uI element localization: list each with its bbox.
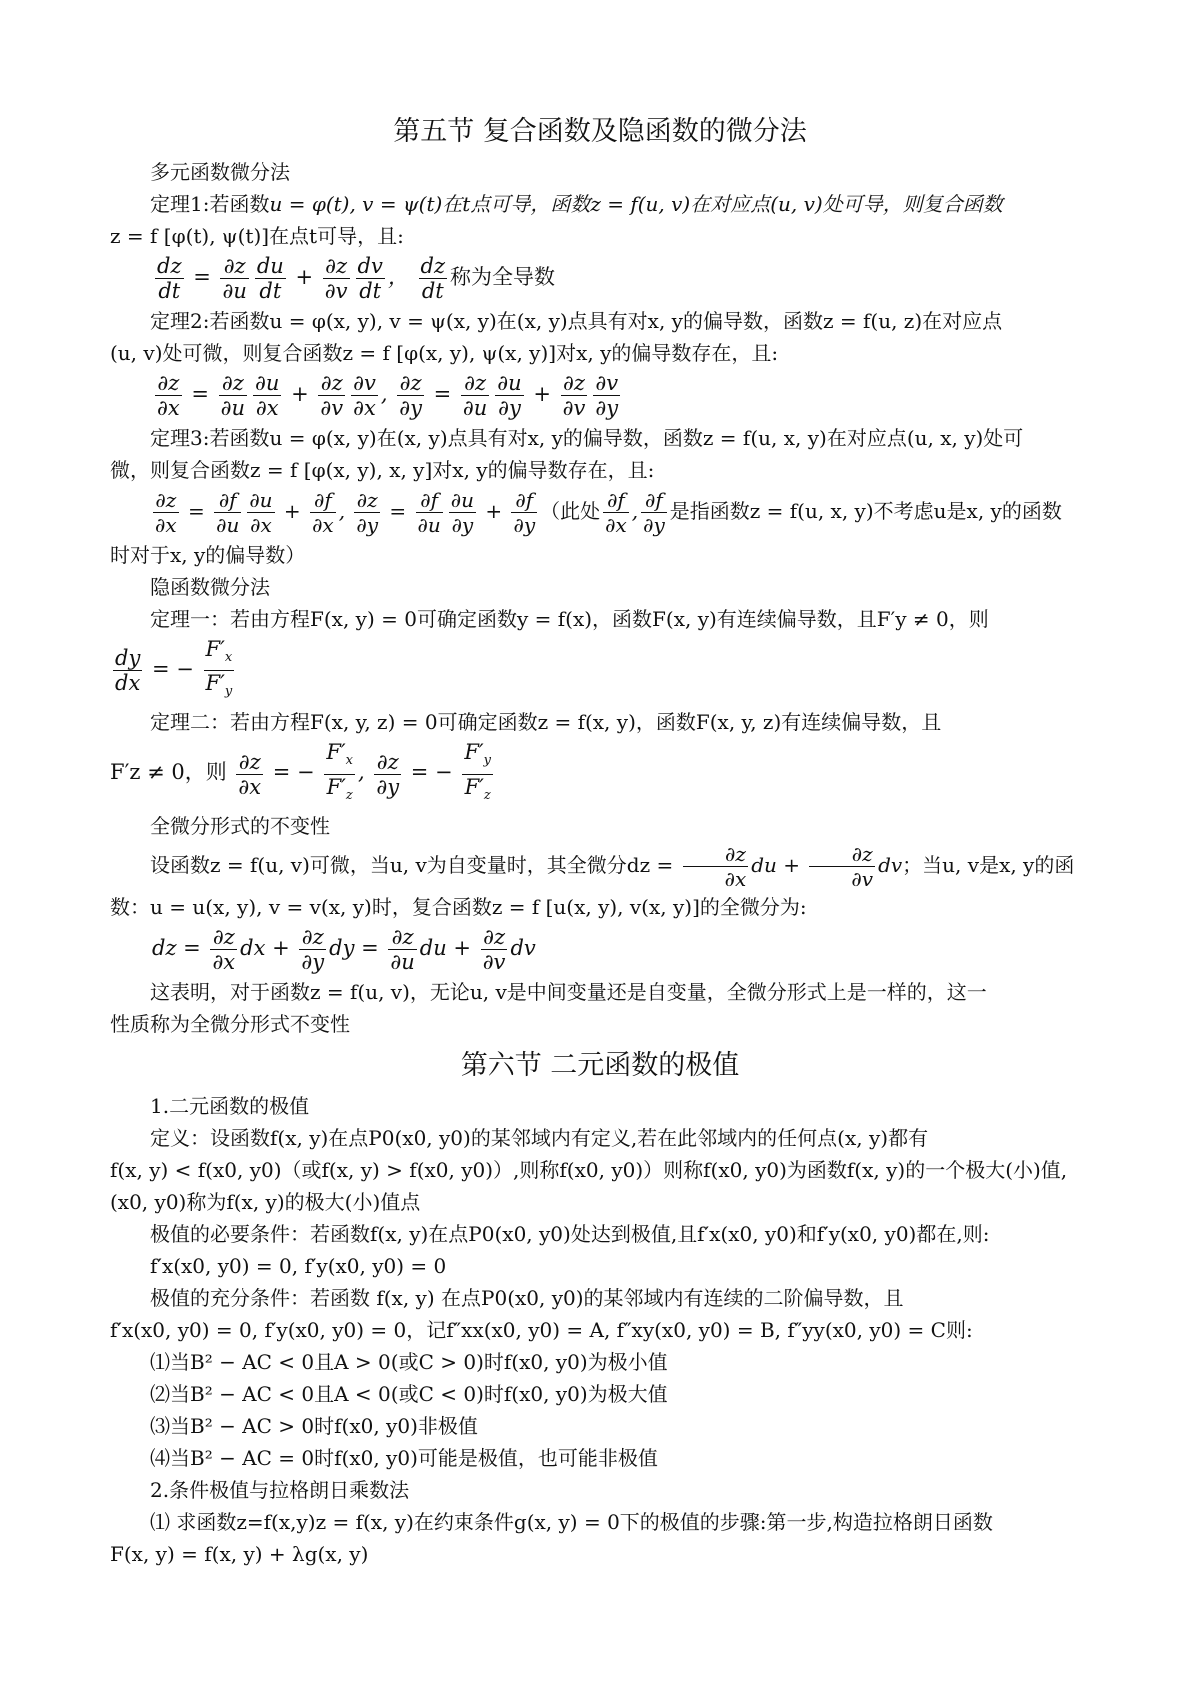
definition-line2: f(x, y) < f(x0, y0)（或f(x, y) > f(x0, y0)）,则称f(x0, y0)）则称f(x0, y0)为函数f(x, y)的一个极大(小)值, bbox=[110, 1157, 1068, 1182]
lagrange-line2: F(x, y) = f(x, y) + λg(x, y) bbox=[110, 1541, 369, 1566]
subheading-extrema: 1.二元函数的极值 bbox=[150, 1093, 310, 1118]
total-differential-formula: dz = $\frac{\partial z}{\partial x}$ dx + $\frac{\partial z}{\partial y}$ dy = $\frac{\partial z}{\partial u}$ du + $\frac{\partial z}{\partial v}$ dv bbox=[152, 924, 536, 974]
invariance-line3: 这表明，对于函数z = f(u, v)，无论u, v是中间变量还是自变量，全微分形式上是一样的，这一 bbox=[150, 979, 987, 1004]
theorem1-line1: 定理1:若函数u = φ(t), v = ψ(t)在t点可导，函数z = f(u, v)在对应点(u, v)处可导，则复合函数 bbox=[150, 192, 1003, 216]
theorem1-line2: z = f [φ(t), ψ(t)]在点t可导，且: bbox=[110, 224, 404, 248]
definition-line3: (x0, y0)称为f(x, y)的极大(小)值点 bbox=[110, 1189, 421, 1214]
subheading-invariance: 全微分形式的不变性 bbox=[150, 813, 330, 838]
theorem2-line2: (u, v)处可微，则复合函数z = f [φ(x, y), ψ(x, y)]对x, y的偏导数存在，且: bbox=[110, 341, 779, 365]
invariance-line1: 设函数z = f(u, v)可微，当u, v为自变量时，其全微分dz = $\frac{\partial z}{\partial x}$ du + $\frac{\partial z}{\partial v}$ dv；当u, v是x, y的函 bbox=[150, 841, 1075, 891]
lagrange-line1: ⑴ 求函数z=f(x,y)z = f(x, y)在约束条件g(x, y) = 0下的极值的步骤:第一步,构造拉格朗日函数 bbox=[150, 1509, 993, 1534]
case-item: ⑵当B² − AC < 0且A < 0(或C < 0)时f(x0, y0)为极大值 bbox=[150, 1381, 668, 1406]
theorem2-line1: 定理2:若函数u = φ(x, y), v = ψ(x, y)在(x, y)点具有对x, y的偏导数，函数z = f(u, z)在对应点 bbox=[150, 309, 1003, 333]
invariance-line4: 性质称为全微分形式不变性 bbox=[110, 1011, 350, 1036]
implicit-theorem1: 定理一：若由方程F(x, y) = 0可确定函数y = f(x)，函数F(x, y)有连续偏导数，且F′y ≠ 0，则 bbox=[150, 607, 989, 631]
theorem3-formula: $\frac{\partial z}{\partial x}$ = $\frac{\partial f}{\partial u}$ $\frac{\partial u}{\partial x}$ + $\frac{\partial f}{\partial x}$ , $\frac{\partial z}{\partial y}$ = $\frac{\partial f}{\partial u}$ $\frac{\partial u}{\partial y}$ + $\frac{\partial f}{\partial y}$ （此处 $\frac{\partial f}{\partial x}$ , $\frac{\partial f}{\partial y}$ 是指函数z = f(u, x, y)不考虑u是x, y的函数 bbox=[155, 488, 1062, 537]
case-item: ⑴当B² − AC < 0且A > 0(或C > 0)时f(x0, y0)为极小值 bbox=[150, 1349, 668, 1374]
implicit-formula1: $\frac{dy}{dx}$ = − $\frac{F'_x}{F'_y}$ bbox=[115, 637, 233, 700]
definition-line1: 定义：设函数f(x, y)在点P0(x0, y0)的某邻域内有定义,若在此邻域内的任何点(x, y)都有 bbox=[150, 1125, 929, 1150]
section6-title: 第六节 二元函数的极值 bbox=[460, 1049, 740, 1081]
necessary-condition: 极值的必要条件：若函数f(x, y)在点P0(x0, y0)处达到极值,且f′x(x0, y0)和f′y(x0, y0)都在,则: bbox=[150, 1221, 990, 1246]
sufficient-condition-line1: 极值的充分条件：若函数 f(x, y) 在点P0(x0, y0)的某邻域内有连续的二阶偏导数，且 bbox=[150, 1285, 904, 1310]
subheading-multivariate: 多元函数微分法 bbox=[150, 160, 290, 184]
total-derivative-formula: $\frac{dz}{dt}$ = $\frac{\partial z}{\partial u}$ $\frac{du}{dt}$ + $\frac{\partial z}{\partial v}$ $\frac{dv}{dt}$ ， $\frac{dz}{dt}$ 称为全导数 bbox=[157, 254, 556, 303]
subheading-lagrange: 2.条件极值与拉格朗日乘数法 bbox=[150, 1477, 410, 1502]
subheading-implicit: 隐函数微分法 bbox=[150, 575, 270, 599]
case-item: ⑷当B² − AC = 0时f(x0, y0)可能是极值，也可能非极值 bbox=[150, 1445, 658, 1470]
theorem2-formula: $\frac{\partial z}{\partial x}$ = $\frac{\partial z}{\partial u}$ $\frac{\partial u}{\partial x}$ + $\frac{\partial z}{\partial v}$ $\frac{\partial v}{\partial x}$ , $\frac{\partial z}{\partial y}$ = $\frac{\partial z}{\partial u}$ $\frac{\partial u}{\partial y}$ + $\frac{\partial z}{\partial v}$ $\frac{\partial v}{\partial y}$ bbox=[157, 371, 619, 420]
section5-title: 第五节 复合函数及隐函数的微分法 bbox=[393, 116, 807, 147]
document-page bbox=[110, 110, 1090, 1570]
implicit-theorem2: 定理二：若由方程F(x, y, z) = 0可确定函数z = f(x, y)，函数F(x, y, z)有连续偏导数，且 bbox=[150, 710, 942, 735]
necessary-condition-formula: f′x(x0, y0) = 0, f′y(x0, y0) = 0 bbox=[150, 1253, 447, 1278]
sufficient-condition-line2: f′x(x0, y0) = 0, f′y(x0, y0) = 0，记f″xx(x0, y0) = A, f″xy(x0, y0) = B, f″yy(x0, y0) = C则: bbox=[110, 1317, 973, 1342]
invariance-line2: 数：u = u(x, y), v = v(x, y)时，复合函数z = f [u(x, y), v(x, y)]的全微分为: bbox=[110, 894, 807, 919]
case-item: ⑶当B² − AC > 0时f(x0, y0)非极值 bbox=[150, 1413, 478, 1438]
theorem3-note-end: 时对于x, y的偏导数） bbox=[110, 543, 306, 567]
theorem3-line1: 定理3:若函数u = φ(x, y)在(x, y)点具有对x, y的偏导数，函数z = f(u, x, y)在对应点(u, x, y)处可 bbox=[150, 426, 1024, 450]
theorem3-line2: 微，则复合函数z = f [φ(x, y), x, y]对x, y的偏导数存在，且: bbox=[110, 458, 655, 482]
implicit-formula2: F′z ≠ 0，则 $\frac{\partial z}{\partial x}$ = − $\frac{F'_x}{F'_z}$ , $\frac{\partial z}{\partial y}$ = − $\frac{F'_y}{F'_z}$ bbox=[110, 740, 492, 803]
